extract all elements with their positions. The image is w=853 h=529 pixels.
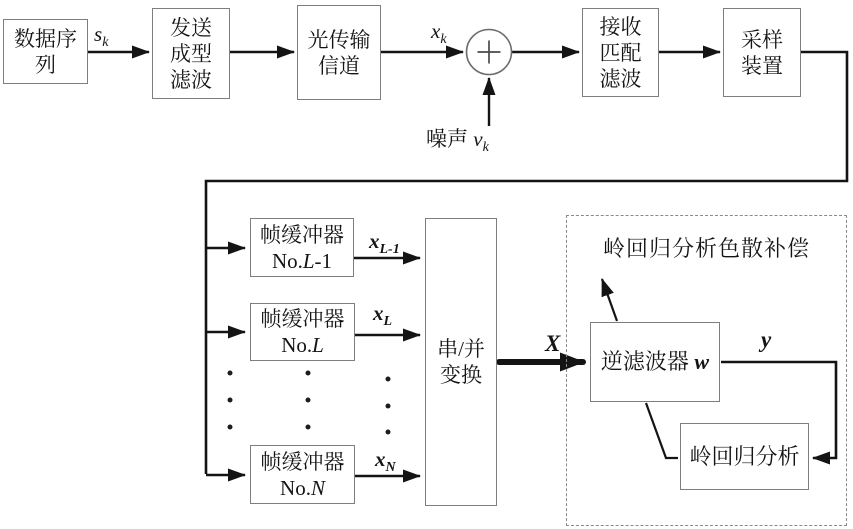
block-transmit-shaping-filter: 发送 成型 滤波 <box>152 8 230 99</box>
label-matrix-X: X <box>545 331 561 356</box>
label-signal-xk: $x_k$ <box>431 19 447 48</box>
label-noise-vk: 噪声 $v_k$ <box>426 127 489 156</box>
block-sampler: 采样 装置 <box>723 8 801 97</box>
block-frame-buffer-L: 帧缓冲器 No.L <box>250 303 355 361</box>
buffer-input-arrows <box>206 248 245 475</box>
block-serial-parallel-converter: 串/并 变换 <box>425 218 497 506</box>
block-inverse-filter: 逆滤波器 w <box>590 322 720 402</box>
ellipsis-dots <box>228 371 391 435</box>
block-frame-buffer-N: 帧缓冲器 No.N <box>250 445 355 504</box>
adder-circle <box>467 30 512 75</box>
block-receive-matched-filter: 接收 匹配 滤波 <box>582 8 659 97</box>
buffer-output-arrows <box>354 258 420 476</box>
label-vector-xL-1: $x_{L-1}$ <box>369 229 400 258</box>
label-signal-sk: $s_k$ <box>94 22 109 51</box>
block-frame-buffer-L-1: 帧缓冲器 No.L-1 <box>250 218 354 277</box>
block-data-sequence: 数据序 列 <box>3 19 88 84</box>
ridge-compensation-title: 岭回归分析色散补偿 <box>602 236 810 261</box>
label-vector-y: y <box>761 327 772 352</box>
block-optical-channel: 光传输 信道 <box>297 5 381 100</box>
adder-node <box>467 30 512 75</box>
plus-icon <box>478 41 501 64</box>
label-vector-xN: $x_N$ <box>375 447 396 476</box>
label-vector-xL: $x_L$ <box>373 301 393 330</box>
block-ridge-regression-analysis: 岭回归分析 <box>680 423 809 490</box>
